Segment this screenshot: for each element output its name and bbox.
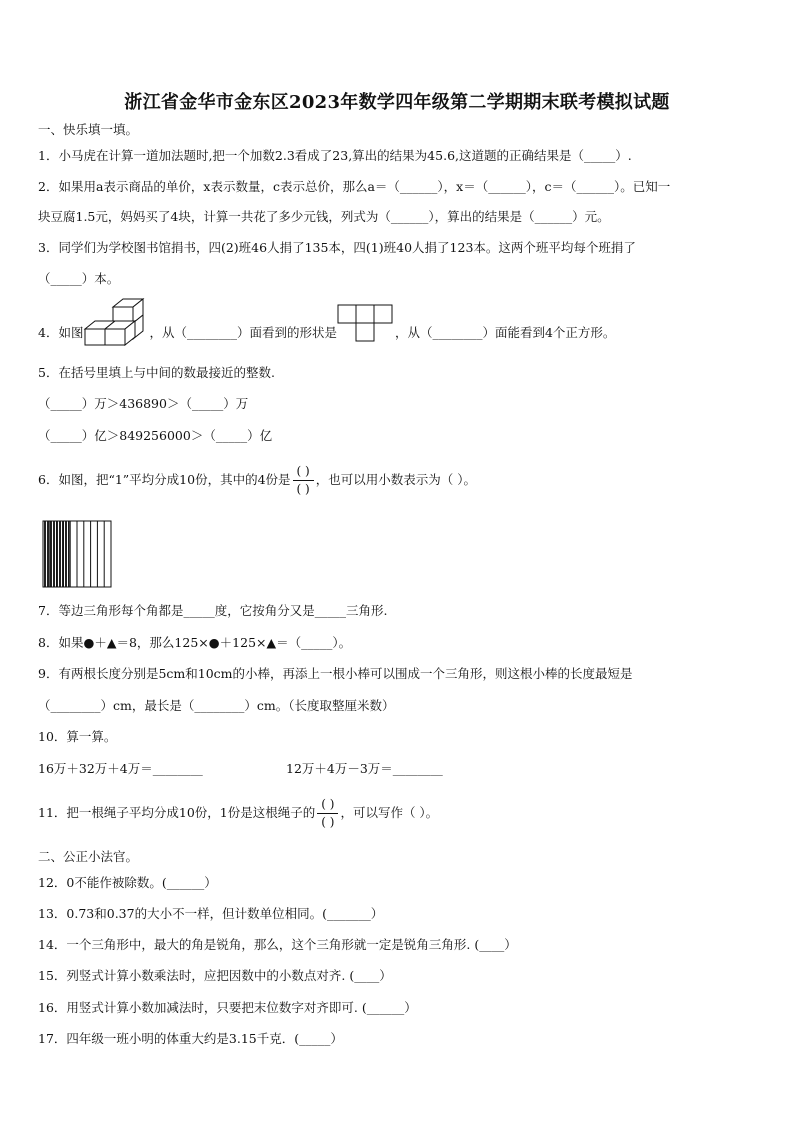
cube-stack-figure (83, 297, 149, 370)
question-6 (38, 460, 476, 500)
question-4-text-b: ，从（________）面看到的形状是 (149, 325, 337, 340)
question-15: 15．列竖式计算小数乘法时，应把因数中的小数点对齐. (____） (38, 968, 392, 983)
section-2-heading: 二、公正小法官。 (38, 849, 139, 864)
question-14: 14．一个三角形中，最大的角是锐角，那么，这个三角形就一定是锐角三角形. (____） (38, 937, 517, 952)
fraction-denominator: ( ) (317, 813, 338, 831)
fraction-blank (293, 463, 314, 498)
question-4 (38, 297, 615, 370)
question-9-line-2: （________）cm，最长是（________）cm。（长度取整厘米数） (38, 698, 395, 713)
question-6-text-b: ，也可以用小数表示为（ ）。 (315, 472, 476, 487)
question-8: 8．如果●＋▲＝8，那么125×●＋125×▲＝（_____）。 (38, 635, 352, 650)
question-3-line-1: 3．同学们为学校图书馆捐书，四(2)班46人捐了135本，四(1)班40人捐了123本。这两个班平均每个班捐了 (38, 240, 636, 255)
question-5-part-b: （_____）亿＞849256000＞（_____）亿 (38, 428, 273, 443)
question-6-text-a: 6．如图，把“1”平均分成10份，其中的4份是 (38, 472, 291, 487)
question-11 (38, 793, 438, 833)
question-16: 16．用竖式计算小数加减法时，只要把末位数字对齐即可. (______） (38, 1000, 417, 1015)
question-7: 7．等边三角形每个角都是_____度，它按角分又是_____三角形. (38, 603, 388, 618)
question-10: 10．算一算。 (38, 729, 117, 744)
question-13: 13．0.73和0.37的大小不一样，但计数单位相同。(_______） (38, 906, 384, 921)
question-2-line-1: 2．如果用a表示商品的单价，x表示数量，c表示总价，那么a＝（______），x＝（______），c＝（______）。已知一 (38, 179, 671, 194)
question-5: 5．在括号里填上与中间的数最接近的整数. (38, 365, 275, 380)
question-4-text-c: ，从（________）面能看到4个正方形。 (394, 325, 616, 340)
question-12: 12．0不能作被除数。(______） (38, 875, 217, 890)
question-10-part-b: 12万＋4万－3万＝________ (286, 761, 443, 776)
question-11-text-b: ，可以写作（ ）。 (340, 805, 439, 820)
fraction-numerator: ( ) (321, 797, 335, 811)
question-17: 17．四年级一班小明的体重大约是3.15千克．(_____） (38, 1031, 343, 1046)
question-10-part-a: 16万＋32万＋4万＝________ (38, 761, 203, 776)
question-1: 1．小马虎在计算一道加法题时,把一个加数2.3看成了23,算出的结果为45.6,这道题的正确结果是（_____）. (38, 148, 632, 163)
view-shape-figure (337, 304, 395, 363)
section-1-heading: 一、快乐填一填。 (38, 122, 139, 137)
fraction-numerator: ( ) (296, 464, 310, 478)
question-9-line-1: 9．有两根长度分别是5cm和10cm的小棒，再添上一根小棒可以围成一个三角形，则这根小棒的长度最短是 (38, 666, 633, 681)
fraction-denominator: ( ) (293, 480, 314, 498)
question-4-text-a: 4．如图 (38, 325, 84, 340)
question-11-text-a: 11．把一根绳子平均分成10份，1份是这根绳子的 (38, 805, 316, 820)
question-2-line-2: 块豆腐1.5元，妈妈买了4块，计算一共花了多少元钱，列式为（______），算出的结果是（______）元。 (38, 209, 610, 224)
ten-parts-figure (41, 519, 113, 593)
question-5-part-a: （_____）万＞436890＞（_____）万 (38, 396, 249, 411)
page-title: 浙江省金华市金东区2023年数学四年级第二学期期末联考模拟试题 (124, 92, 670, 113)
question-3-line-2: （_____）本。 (38, 271, 120, 286)
fraction-blank (317, 796, 338, 831)
